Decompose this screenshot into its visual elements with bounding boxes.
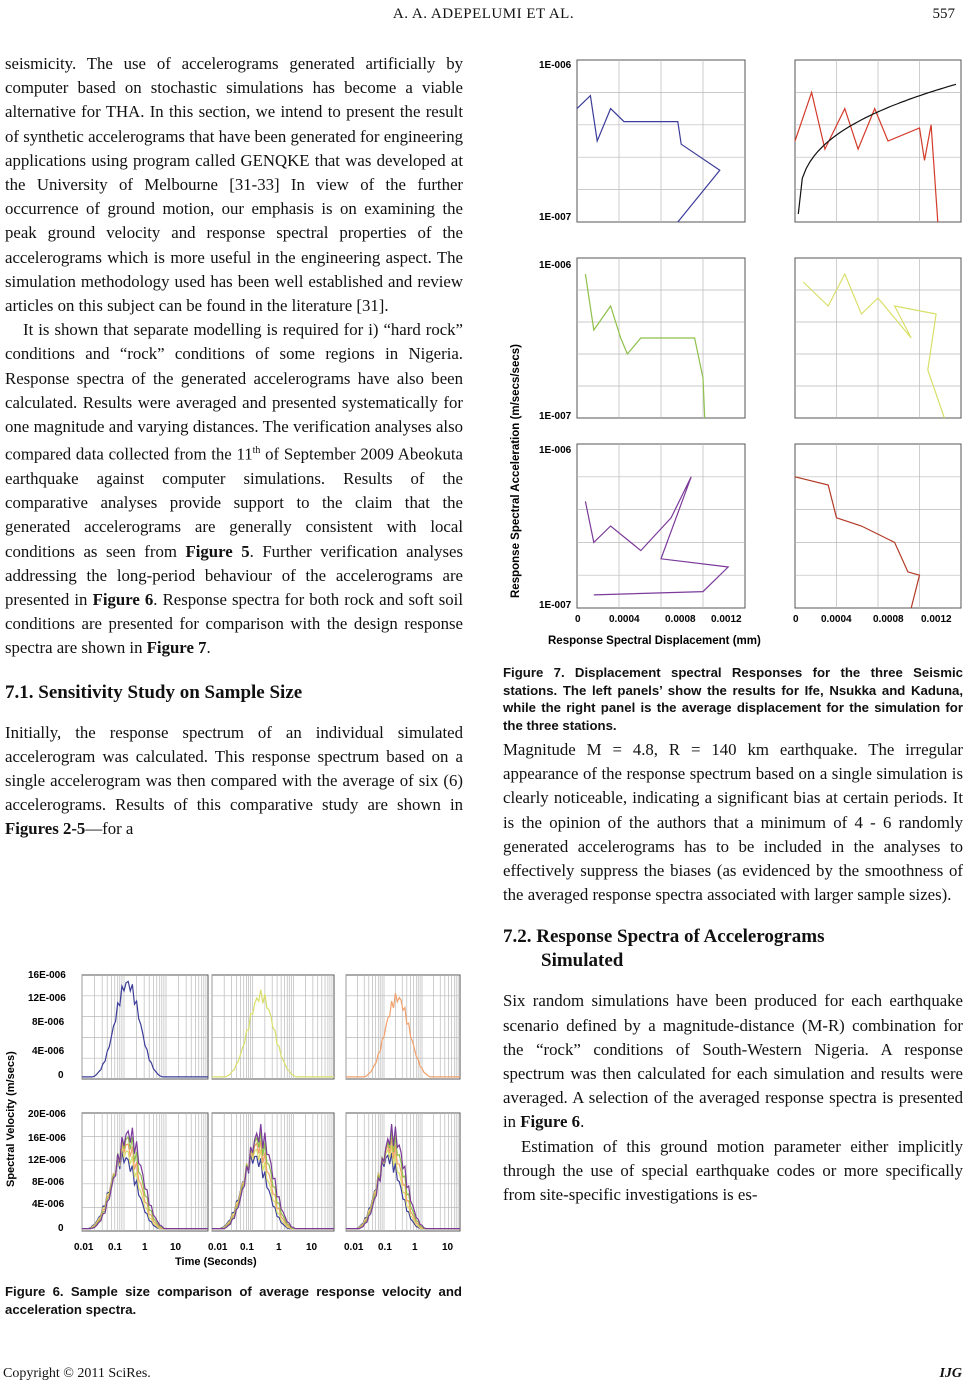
x-tick: 10 [170, 1242, 182, 1253]
figure-7-ref[interactable]: Figure 7 [146, 638, 207, 658]
left-column [5, 52, 463, 842]
x-tick: 0.0008 [873, 614, 904, 625]
figure-6-ref[interactable]: Figure 6 [520, 1112, 581, 1132]
y-tick: 12E-006 [28, 1155, 66, 1166]
x-tick: 0.0004 [821, 614, 852, 625]
panel-frame [212, 1113, 334, 1231]
figure-6-caption: Figure 6. Sample size comparison of average response velocity and acceleration spectra. [5, 1284, 462, 1317]
text-span: —for a [85, 819, 134, 839]
text-span: . [206, 638, 211, 658]
y-tick: 8E-006 [32, 1017, 65, 1028]
x-tick: 0.01 [208, 1242, 228, 1253]
text-span: . [580, 1112, 585, 1132]
text-span: It is shown that separate modelling is required for i) “hard rock” conditions and “rock” conditions of some regions in Nigeria. Response spectra of the generated accelerograms have also been calculated. Results were averaged and presented systematically for one magnitude and varying distances. The verification analyses also compared data collected from the 11 [5, 320, 463, 464]
running-title: A. A. ADEPELUMI ET AL. [392, 6, 575, 22]
y-tick: 16E-006 [28, 1133, 66, 1144]
fig6-panels [82, 975, 460, 1231]
page-header [0, 4, 967, 30]
fig6-xticks-1 [74, 1242, 182, 1253]
paragraph-sensitivity [5, 721, 463, 842]
fig6-ylabel: Spectral Velocity (m/secs) [5, 1051, 17, 1187]
figures-2-5-ref[interactable]: Figures 2-5 [5, 819, 86, 839]
y-tick: 1E-007 [539, 212, 572, 223]
x-tick: 0.01 [344, 1242, 364, 1253]
panel-frame [82, 975, 208, 1079]
x-tick: 0.0012 [711, 614, 742, 625]
y-tick: 4E-006 [32, 1046, 65, 1057]
section-heading-7-1: 7.1. Sensitivity Study on Sample Size [5, 681, 303, 703]
fig6-xlabel: Time (Seconds) [175, 1256, 257, 1268]
x-tick: 1 [142, 1242, 148, 1253]
fig7-panels [577, 60, 961, 608]
paragraph-estimation: Estimation of this ground motion parameter either implicitly through the use of special earthquake codes or more specifically from site-specific investigations is es- [503, 1136, 963, 1205]
x-tick: 0.1 [108, 1242, 122, 1253]
fig7-xticks-right [793, 614, 952, 625]
y-tick: 12E-006 [28, 993, 66, 1004]
fig7-ylabel: Response Spectral Acceleration (m/secs/secs) [510, 344, 522, 598]
figure-6-ref[interactable]: Figure 6 [92, 590, 154, 610]
page-number: 557 [932, 6, 955, 22]
right-column [503, 738, 963, 1207]
x-tick: 0 [793, 614, 799, 625]
x-tick: 0.0008 [665, 614, 696, 625]
fig6-top-ticks [28, 970, 66, 1081]
fig7-xlabel: Response Spectral Displacement (mm) [548, 635, 761, 647]
y-tick: 16E-006 [28, 970, 66, 981]
x-tick: 0.01 [74, 1242, 94, 1253]
x-tick: 0 [575, 614, 581, 625]
x-tick: 1 [276, 1242, 282, 1253]
text-span: . Response spectra for both rock and soft soil conditions are presented for comparison with the design response spectra are shown in [5, 590, 463, 658]
panel-frame [346, 975, 460, 1079]
text-span: . Further verification analyses addressing the long-period behaviour of the accelerograms are presented in [5, 541, 463, 610]
y-tick: 4E-006 [32, 1199, 65, 1210]
text-span: of September 2009 Abeokuta earthquake against computer simulations. Results of the comparative analyses provide support to the claim that the generated accelerograms are generally consistent with local conditions as seen from [5, 444, 463, 561]
x-tick: 10 [306, 1242, 318, 1253]
section-heading-7-2: 7.2. Response Spectra of Accelerograms [503, 926, 825, 948]
figure-6-svg [0, 965, 466, 1271]
y-tick: 8E-006 [32, 1177, 65, 1188]
superscript: th [252, 445, 261, 457]
x-tick: 1 [412, 1242, 418, 1253]
panel-frame [346, 1113, 460, 1231]
y-tick: 1E-007 [539, 411, 572, 422]
x-tick: 0.0012 [921, 614, 952, 625]
paragraph-modelling [5, 318, 463, 660]
fig6-bottom-ticks [28, 1109, 66, 1234]
y-tick: 0 [58, 1223, 64, 1234]
y-tick: 1E-006 [539, 445, 572, 456]
figure-7 [503, 46, 965, 654]
x-tick: 0.0004 [609, 614, 640, 625]
x-tick: 0.1 [378, 1242, 392, 1253]
fig6-xticks-2 [208, 1242, 318, 1253]
text-span: Six random simulations have been produced for each earthquake scenario defined by a magnitude-distance (M-R) combination for the “rock” conditions of South-Western Nigeria. A response spectrum was then calculated for each simulation and results were averaged. A selection of the averaged response spectra is presented in [503, 991, 963, 1132]
y-tick: 20E-006 [28, 1109, 66, 1120]
figure-7-svg [503, 46, 965, 654]
figure-6 [0, 965, 466, 1271]
fig7-xticks-left [575, 614, 742, 625]
y-tick: 1E-006 [539, 60, 572, 71]
paragraph-intro: seismicity. The use of accelerograms generated artificially by computer based on stochastic simulations has become a viable alternative for THA. In this section, we intend to present the result of synthetic accelerograms that have been generated for engineering applications using program called GENQKE that was developed at the University of Melbourne [31-33] In view of the further occurrence of ground motion, our emphasis is on examining the peak ground velocity and response spectral properties of the accelerograms which is more useful in the engineering aspect. The simulation methodology used has been well established and review articles on this subject can be found in the literature [31]. [5, 54, 463, 316]
y-tick: 1E-007 [539, 600, 572, 611]
x-tick: 10 [442, 1242, 454, 1253]
paragraph-six-simulations [503, 989, 963, 1134]
paragraph-magnitude: Magnitude M = 4.8, R = 140 km earthquake. The irregular appearance of the response spectrum based on a single simulation is clearly noticeable, indicating a significant bias at certain periods. It is the opinion of the authors that a minimum of 4 - 6 randomly generated accelerograms has to be included in the analyses to effectively suppress the biases (as evidenced by the smoothness of the averaged response spectra associated with larger sample sizes). [503, 740, 963, 905]
copyright: Copyright © 2011 SciRes. [3, 1366, 151, 1381]
fig6-xticks-3 [344, 1242, 454, 1253]
section-heading-7-2-cont: Simulated [541, 950, 624, 972]
y-tick: 1E-006 [539, 260, 572, 271]
y-tick: 0 [58, 1070, 64, 1081]
figure-5-ref[interactable]: Figure 5 [185, 541, 250, 561]
text-span: Initially, the response spectrum of an individual simulated accelerogram was calculated. This response spectrum based on a single accelerogram was then compared with the average of six (6) accelerograms. Results of this comparative study are shown in [5, 722, 463, 815]
figure-7-caption: Figure 7. Displacement spectral Responses for the three Seismic stations. The left panels’ show the results for Ife, Nsukka and Kaduna, while the right panel is the average displacement for the simulation for the three stations. [503, 665, 963, 733]
x-tick: 0.1 [240, 1242, 254, 1253]
journal-abbrev: IJG [939, 1366, 962, 1381]
